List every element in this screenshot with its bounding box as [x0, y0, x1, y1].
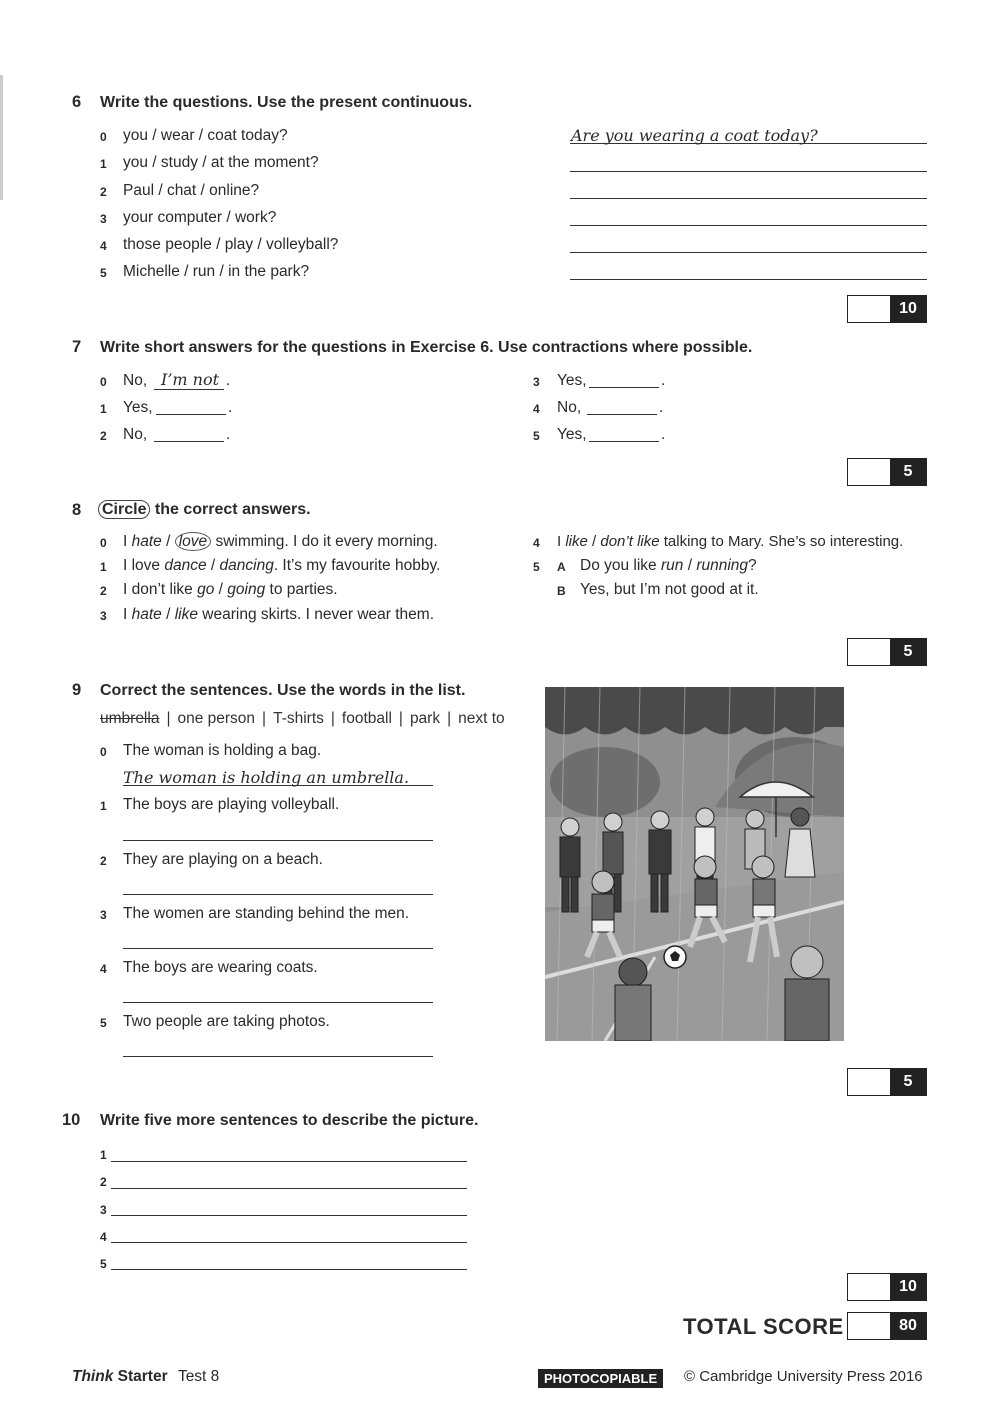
ex8-text-part: Do you like [580, 557, 661, 574]
ex6-item-num: 3 [100, 212, 107, 226]
ex8-text-part: I don’t like [123, 581, 198, 598]
ex9-item-text: They are playing on a beach. [123, 851, 323, 868]
ex8-item-text [123, 557, 440, 575]
ex7-item-text: Yes, [557, 426, 587, 443]
ex8-option[interactable]: go [197, 581, 215, 598]
ex8-option[interactable]: like [565, 533, 588, 550]
ex8-option[interactable]: dance [164, 557, 207, 574]
word-list-item: park [409, 710, 441, 727]
ex10-answer-line[interactable] [111, 1269, 467, 1270]
ex9-item-num: 5 [100, 1016, 107, 1030]
ex6-answer-line[interactable] [570, 252, 927, 253]
ex7-answer-line [154, 389, 224, 390]
ex8-slash: / [161, 606, 175, 623]
ex7-title: Write short answers for the questions in Exercise 6. Use contractions where possible. [100, 339, 753, 356]
ex8-text-part: swimming. I do it every morning. [211, 533, 438, 550]
ex10-answer-line[interactable] [111, 1242, 467, 1243]
ex10-title: Write five more sentences to describe the picture. [100, 1112, 479, 1129]
ex6-item-num: 5 [100, 266, 107, 280]
ex8-title-circle-word: Circle [98, 500, 150, 519]
word-list-item: football [341, 710, 392, 727]
ex8-text-part: . It’s my favourite hobby. [273, 557, 441, 574]
ex8-title-rest: the correct answers. [154, 501, 311, 518]
ex6-answer-line[interactable] [570, 198, 927, 199]
ex7-item-num: 3 [533, 375, 540, 389]
ex8-slash: / [587, 533, 601, 550]
photocopiable-badge: PHOTOCOPIABLE [538, 1369, 663, 1388]
ex8-slash: / [161, 533, 175, 550]
score-blank[interactable] [848, 639, 890, 665]
ex6-example-answer: Are you wearing a coat today? [571, 126, 818, 145]
ex8-text-part: to parties. [265, 581, 338, 598]
total-score-box [847, 1312, 927, 1340]
ex6-answer-line[interactable] [570, 143, 927, 144]
ex8-slash: / [206, 557, 220, 574]
word-list-item: one person [177, 710, 256, 727]
ex7-item-num: 5 [533, 429, 540, 443]
ex9-word-list [100, 710, 505, 728]
ex7-answer-line[interactable] [156, 414, 226, 415]
word-list-item: umbrella [100, 710, 160, 727]
ex6-item-num: 4 [100, 239, 107, 253]
ex7-item-num: 0 [100, 375, 107, 389]
score-blank[interactable] [848, 1274, 890, 1300]
ex8-score-box [847, 638, 927, 666]
word-list-separator: | [447, 710, 452, 727]
ex8-item-num: 4 [533, 536, 540, 550]
ex8-slash: / [683, 557, 697, 574]
ex10-item-num: 1 [100, 1148, 107, 1162]
ex9-answer-line[interactable] [123, 840, 433, 841]
ex8-item-text: Yes, but I’m not good at it. [580, 581, 759, 598]
ex6-answer-line[interactable] [570, 171, 927, 172]
ex7-example-answer: I’m not [161, 370, 220, 389]
ex7-answer-line[interactable] [589, 441, 659, 442]
ex7-period: . [661, 426, 666, 443]
ex7-period: . [226, 426, 231, 443]
ex9-item-num: 1 [100, 799, 107, 813]
ex6-score-box [847, 295, 927, 323]
ex7-answer-line[interactable] [154, 441, 224, 442]
ex7-item-num: 4 [533, 402, 540, 416]
ex7-item-text: No, [123, 426, 148, 443]
ex8-option[interactable]: like [174, 606, 198, 623]
score-total: 80 [890, 1313, 926, 1339]
ex8-text-part: I [123, 606, 132, 623]
word-list-separator: | [166, 710, 171, 727]
ex8-item-num: 5 [533, 560, 540, 574]
ex6-item-num: 1 [100, 157, 107, 171]
ex9-answer-line[interactable] [123, 1002, 433, 1003]
ex7-item-text: Yes, [557, 372, 587, 389]
ex7-answer-line[interactable] [589, 387, 659, 388]
ex8-text-part: wearing skirts. I never wear them. [197, 606, 435, 623]
ex6-answer-line[interactable] [570, 279, 927, 280]
ex9-item-text: The boys are playing volleyball. [123, 796, 340, 813]
ex10-answer-line[interactable] [111, 1188, 467, 1189]
ex9-item-num: 3 [100, 908, 107, 922]
ex6-item-num: 0 [100, 130, 107, 144]
ex10-item-num: 4 [100, 1230, 107, 1244]
ex8-option[interactable]: hate [131, 606, 162, 623]
ex8-item-num: 2 [100, 584, 107, 598]
ex6-item-text: those people / play / volleyball? [123, 236, 339, 253]
footer-test: Test 8 [177, 1368, 220, 1385]
ex8-item-text [557, 533, 903, 550]
ex9-example-answer: The woman is holding an umbrella. [123, 768, 410, 787]
score-total: 10 [890, 296, 926, 322]
score-total: 5 [890, 1069, 926, 1095]
ex6-item-num: 2 [100, 185, 107, 199]
score-blank[interactable] [848, 1069, 890, 1095]
ex8-item-num: 3 [100, 609, 107, 623]
ex9-answer-line[interactable] [123, 1056, 433, 1057]
ex7-period: . [659, 399, 664, 416]
ex8-item-text [123, 581, 338, 599]
ex8-slash: / [214, 581, 228, 598]
score-blank[interactable] [848, 296, 890, 322]
score-blank[interactable] [848, 1313, 890, 1339]
ex9-item-text: The boys are wearing coats. [123, 959, 318, 976]
ex8-text-part: ? [748, 557, 757, 574]
footer-book-title [72, 1368, 219, 1386]
ex10-item-num: 2 [100, 1175, 107, 1189]
ex8-item-num: 0 [100, 536, 107, 550]
ex6-number: 6 [72, 93, 82, 111]
ex9-item-text: The woman is holding a bag. [123, 742, 322, 759]
ex7-item-text: Yes, [123, 399, 153, 416]
ex8-option[interactable]: dancing [219, 557, 274, 574]
ex8-speaker-a: A [557, 560, 566, 574]
ex7-item-text: No, [123, 372, 148, 389]
ex8-option[interactable]: hate [131, 533, 162, 550]
ex8-speaker-b: B [557, 584, 566, 598]
ex6-item-text: you / study / at the moment? [123, 154, 319, 171]
ex6-answer-line[interactable] [570, 225, 927, 226]
ex9-title: Correct the sentences. Use the words in the list. [100, 682, 466, 699]
total-score-label: TOTAL SCORE [683, 1314, 844, 1339]
ex8-option[interactable]: running [696, 557, 749, 574]
ex10-answer-line[interactable] [111, 1161, 467, 1162]
footer-copyright: © Cambridge University Press 2016 [684, 1368, 923, 1385]
word-list-separator: | [398, 710, 403, 727]
ex8-item-text [580, 557, 757, 575]
ex7-answer-line[interactable] [587, 414, 657, 415]
page-edge-mark [0, 75, 3, 200]
ex7-item-text: No, [557, 399, 582, 416]
ex9-answer-line[interactable] [123, 894, 433, 895]
ex10-number: 10 [62, 1111, 81, 1129]
ex7-period: . [661, 372, 666, 389]
ex10-item-num: 5 [100, 1257, 107, 1271]
ex8-option[interactable]: run [660, 557, 684, 574]
word-list-separator: | [262, 710, 267, 727]
ex9-item-text: Two people are taking photos. [123, 1013, 330, 1030]
ex7-period: . [228, 399, 233, 416]
ex8-item-num: 1 [100, 560, 107, 574]
footer-book-bold: Starter [113, 1368, 168, 1385]
ex8-option[interactable]: don’t like [600, 533, 660, 550]
score-total: 5 [890, 639, 926, 665]
ex8-text-part: I love [123, 557, 165, 574]
ex8-item-text [123, 606, 434, 624]
score-blank[interactable] [848, 459, 890, 485]
ex9-answer-line [123, 785, 433, 786]
ex8-option-circled[interactable]: love [175, 532, 211, 551]
ex10-item-num: 3 [100, 1203, 107, 1217]
ex6-item-text: Paul / chat / online? [123, 182, 260, 199]
word-list-item: next to [458, 710, 505, 727]
ex6-title: Write the questions. Use the present continuous. [100, 94, 473, 111]
ex8-text-part: I [557, 533, 566, 550]
ex9-number: 9 [72, 681, 82, 699]
ex8-title [98, 501, 311, 519]
ex8-number: 8 [72, 501, 82, 519]
score-total: 5 [890, 459, 926, 485]
ex8-text-part: I [123, 533, 132, 550]
ex7-number: 7 [72, 338, 82, 356]
park-football-illustration [545, 687, 844, 1041]
ex9-score-box [847, 1068, 927, 1096]
word-list-item: T-shirts [273, 710, 324, 727]
ex7-period: . [226, 372, 231, 389]
word-list-separator: | [330, 710, 335, 727]
ex10-answer-line[interactable] [111, 1215, 467, 1216]
ex7-item-num: 1 [100, 402, 107, 416]
ex9-answer-line[interactable] [123, 948, 433, 949]
score-total: 10 [890, 1274, 926, 1300]
ex7-score-box [847, 458, 927, 486]
ex9-item-text: The women are standing behind the men. [123, 905, 410, 922]
ex8-text-part: talking to Mary. She’s so interesting. [659, 533, 904, 550]
ex6-item-text: you / wear / coat today? [123, 127, 288, 144]
ex9-item-num: 0 [100, 745, 107, 759]
ex8-option[interactable]: going [227, 581, 266, 598]
ex8-item-text [123, 533, 438, 551]
ex7-item-num: 2 [100, 429, 107, 443]
ex9-item-num: 4 [100, 962, 107, 976]
ex6-item-text: your computer / work? [123, 209, 277, 226]
ex10-score-box [847, 1273, 927, 1301]
ex9-item-num: 2 [100, 854, 107, 868]
footer-book-italic: Think [72, 1368, 114, 1385]
ex6-item-text: Michelle / run / in the park? [123, 263, 310, 280]
